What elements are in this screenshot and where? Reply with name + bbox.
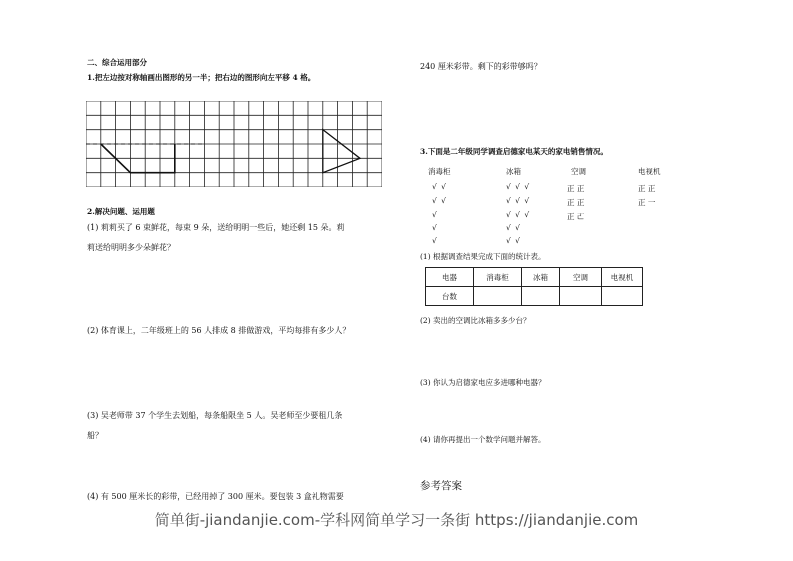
footer-watermark: 简单街-jiandanjie.com-学科网简单学习一条街 https://jiandanjie.com (154, 511, 639, 529)
table-header-cell: 冰箱 (522, 268, 560, 287)
sub-question-1: (1) 根据调查结果完成下面的统计表。 (420, 252, 546, 261)
problem-3-line2: 船？ (87, 431, 103, 440)
table-row-label: 台数 (426, 287, 474, 306)
sub-question-2: (2) 卖出的空调比冰箱多多少台？ (420, 316, 531, 325)
tally-mark: 正 正 (638, 184, 656, 193)
problem-3-line1: (3) 吴老师带 37 个学生去划船，每条船限坐 5 人。吴老师至少要租几条 (87, 411, 343, 420)
tally-mark: √ (432, 210, 438, 219)
problem-1-line1: (1) 莉莉买了 6 束鲜花，每束 9 朵，送给明明一些后，她还剩 15 朵。莉 (87, 223, 345, 232)
problem-2: (2) 体育课上，二年级班上的 56 人排成 8 排做游戏，平均每排有多少人？ (87, 326, 351, 335)
table-cell (474, 287, 522, 306)
table-row (426, 287, 643, 306)
tally-mark: √ √ (432, 182, 447, 191)
answer-title: 参考答案 (420, 480, 462, 492)
sub-question-4: (4) 请你再提出一个数学问题并解答。 (420, 435, 546, 444)
tally-header-tv: 电视机 (638, 167, 661, 176)
problem-1-line2: 莉送给明明多少朵鲜花？ (87, 243, 175, 252)
table-header-cell: 消毒柜 (474, 268, 522, 287)
stats-table (425, 267, 643, 306)
tally-mark: √ (432, 223, 438, 232)
tally-mark: √ √ √ (506, 196, 531, 205)
tally-mark: √ (432, 236, 438, 245)
tally-header-disinfect: 消毒柜 (428, 167, 451, 176)
table-cell (522, 287, 560, 306)
triangle-shape (323, 130, 360, 173)
tally-mark: √ √ √ (506, 210, 531, 219)
tally-header-fridge: 冰箱 (506, 167, 521, 176)
tally-mark: √ √ √ (506, 182, 531, 191)
section-solve-title: 2.解决问题、运用题 (87, 207, 155, 216)
grid-figure (86, 101, 382, 187)
tally-mark: √ √ (506, 223, 521, 232)
tally-mark: 正 正 (567, 184, 585, 193)
question-1: 1.把左边按对称轴画出图形的另一半；把右边的图形向左平移 4 格。 (87, 73, 316, 82)
tally-mark: √ √ (506, 236, 521, 245)
tally-mark: √ √ (432, 196, 447, 205)
table-row (426, 268, 643, 287)
question-3: 3.下面是二年级同学调查启德家电某天的家电销售情况。 (420, 147, 608, 156)
tally-mark: 正 𠀀 (567, 212, 585, 221)
table-header-cell: 电器 (426, 268, 474, 287)
table-cell (602, 287, 643, 306)
tally-mark: 正 一 (638, 198, 656, 207)
table-cell (560, 287, 602, 306)
table-header-cell: 空调 (560, 268, 602, 287)
grid-svg (86, 101, 382, 187)
problem-4: (4) 有 500 厘米长的彩带，已经用掉了 300 厘米。要包装 3 盒礼物需要 (87, 492, 344, 501)
problem-4-continued: 240 厘米彩带。剩下的彩带够吗？ (420, 62, 542, 71)
sub-question-3: (3) 你认为启德家电应多进哪种电器？ (420, 378, 546, 387)
table-header-cell: 电视机 (602, 268, 643, 287)
tally-mark: 正 正 (567, 198, 585, 207)
section-title: 二、综合运用部分 (87, 58, 147, 67)
tally-header-ac: 空调 (571, 167, 586, 176)
